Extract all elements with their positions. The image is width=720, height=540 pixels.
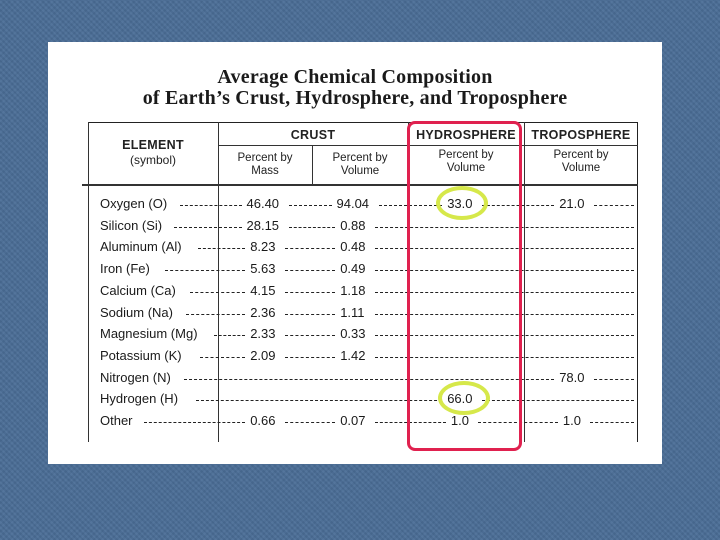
leader-line [594, 205, 634, 206]
value-crust-volume: 1.42 [340, 347, 366, 363]
value-crust-volume: 0.48 [340, 239, 366, 255]
header-percent-by: Percent by [438, 149, 494, 161]
value-crust-volume: 0.07 [340, 413, 366, 428]
leader-line [174, 227, 242, 228]
element-name: Silicon (Si) [100, 217, 163, 233]
value-hydro-volume: 33.0 [447, 196, 473, 211]
element-name: Potassium (K) [100, 347, 182, 363]
value-hydro-volume: 1.0 [450, 413, 469, 428]
value-crust-volume: 0.33 [340, 326, 366, 342]
element-name: Oxygen (O) [100, 196, 168, 211]
leader-line [289, 205, 332, 206]
header-tropo-volume [524, 149, 638, 175]
header-element: ELEMENT [122, 138, 184, 152]
leader-line [186, 314, 245, 315]
element-name: Sodium (Na) [100, 304, 173, 320]
value-tropo-volume: 21.0 [559, 196, 585, 211]
leader-line [200, 357, 245, 358]
header-crust-mass [218, 152, 312, 178]
leader-line [289, 227, 336, 228]
value-crust-volume: 0.88 [340, 217, 366, 233]
value-crust-mass: 2.36 [250, 304, 276, 320]
table-title-line1: Average Chemical Composition [217, 66, 493, 88]
value-tropo-volume: 78.0 [559, 369, 585, 385]
leader-line [594, 379, 634, 380]
leader-line [285, 335, 335, 336]
value-crust-mass: 8.23 [250, 239, 276, 255]
value-crust-mass: 28.15 [246, 217, 280, 233]
header-percent-by: Percent by [332, 152, 388, 164]
value-crust-volume: 1.11 [340, 304, 365, 320]
element-name: Other [100, 413, 133, 428]
leader-line [180, 205, 242, 206]
leader-line [285, 292, 335, 293]
element-name: Iron (Fe) [100, 261, 150, 277]
value-crust-mass: 46.40 [246, 196, 280, 211]
value-crust-mass: 5.63 [250, 261, 276, 277]
header-troposphere: TROPOSPHERE [531, 128, 631, 142]
leader-line [285, 248, 335, 249]
header-crust: CRUST [290, 128, 336, 142]
header-volume: Volume [561, 162, 601, 174]
col-divider [88, 122, 89, 442]
value-crust-mass: 2.09 [250, 347, 276, 363]
element-name: Nitrogen (N) [100, 369, 171, 385]
leader-line [590, 422, 634, 423]
element-name: Hydrogen (H) [100, 391, 179, 407]
oxygen-hydro-circle [436, 186, 488, 220]
header-symbol: (symbol) [129, 153, 176, 167]
value-crust-volume: 0.49 [340, 261, 366, 277]
table-title-line2: of Earth’s Crust, Hydrosphere, and Troposphere [142, 87, 568, 109]
slide-paper [48, 42, 662, 464]
header-volume: Volume [446, 162, 486, 174]
leader-line [144, 422, 245, 423]
value-crust-volume: 1.18 [340, 282, 366, 298]
value-crust-volume: 94.04 [336, 196, 370, 211]
header-percent-by: Percent by [553, 149, 609, 161]
value-crust-mass: 0.66 [250, 413, 276, 428]
hydrogen-hydro-circle [438, 381, 490, 415]
header-bottom-line [82, 184, 638, 186]
header-crust-volume [312, 152, 408, 178]
element-name: Aluminum (Al) [100, 239, 182, 255]
value-crust-mass: 2.33 [250, 326, 276, 342]
leader-line [196, 400, 442, 401]
element-name: Magnesium (Mg) [100, 326, 198, 342]
value-crust-mass: 4.15 [250, 282, 276, 298]
leader-line [214, 335, 245, 336]
leader-line [285, 422, 335, 423]
header-percent-by: Percent by [237, 152, 293, 164]
leader-line [285, 314, 335, 315]
element-name: Calcium (Ca) [100, 282, 176, 298]
leader-line [165, 270, 245, 271]
leader-line [285, 270, 335, 271]
leader-line [198, 248, 245, 249]
header-hydrosphere: HYDROSPHERE [416, 128, 516, 142]
value-tropo-volume: 1.0 [562, 413, 581, 428]
leader-line [190, 292, 245, 293]
header-mass: Mass [251, 165, 279, 177]
leader-line [285, 357, 335, 358]
header-volume: Volume [340, 165, 380, 177]
value-hydro-volume: 66.0 [447, 391, 473, 407]
